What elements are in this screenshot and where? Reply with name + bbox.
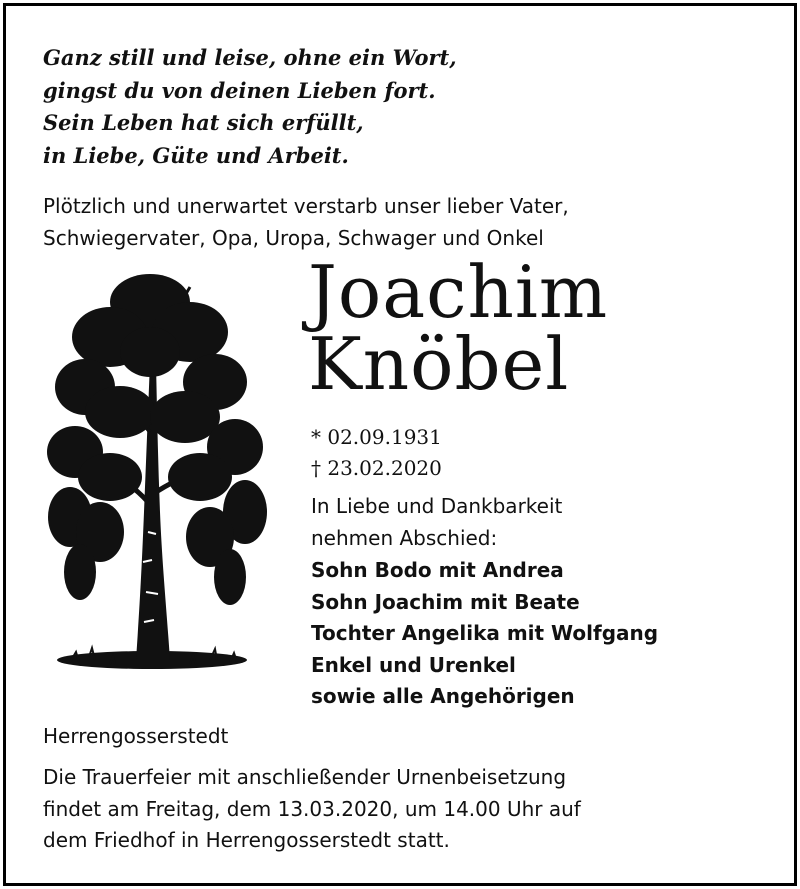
mourner: Sohn Joachim mit Beate	[311, 589, 580, 614]
intro-line: Schwiegervater, Opa, Uropa, Schwager und Onkel	[43, 226, 544, 250]
farewell-text	[311, 490, 562, 554]
intro-text	[43, 190, 569, 254]
last-name: Knöbel	[308, 322, 570, 406]
farewell-line: In Liebe und Dankbarkeit	[311, 494, 563, 518]
mourner: sowie alle Angehörigen	[311, 684, 575, 708]
birth-date: * 02.09.1931	[311, 425, 442, 449]
poem-line: gingst du von deinen Lieben fort.	[43, 77, 436, 103]
place-name: Herrengosserstedt	[43, 724, 229, 748]
life-dates	[311, 422, 442, 484]
poem	[43, 42, 457, 172]
farewell-line: nehmen Abschied:	[311, 526, 498, 550]
poem-line: Sein Leben hat sich erfüllt,	[43, 110, 364, 135]
service-line: Die Trauerfeier mit anschließender Urnenbeisetzung	[43, 765, 567, 789]
death-date: † 23.02.2020	[311, 456, 442, 480]
mourners-list	[311, 555, 658, 713]
poem-line: in Liebe, Güte und Arbeit.	[43, 142, 349, 168]
service-info	[43, 762, 581, 857]
service-line: dem Friedhof in Herrengosserstedt statt.	[43, 828, 450, 852]
deceased-name	[308, 250, 609, 406]
birch-tree-icon	[40, 262, 272, 682]
poem-line: Ganz still und leise, ohne ein Wort,	[43, 45, 457, 70]
intro-line: Plötzlich und unerwartet verstarb unser lieber Vater,	[43, 194, 569, 218]
mourner: Sohn Bodo mit Andrea	[311, 558, 564, 582]
mourner: Tochter Angelika mit Wolfgang	[311, 621, 659, 645]
mourner: Enkel und Urenkel	[311, 652, 516, 677]
service-line: findet am Freitag, dem 13.03.2020, um 14.00 Uhr auf	[43, 796, 581, 821]
first-name: Joachim	[308, 250, 609, 334]
